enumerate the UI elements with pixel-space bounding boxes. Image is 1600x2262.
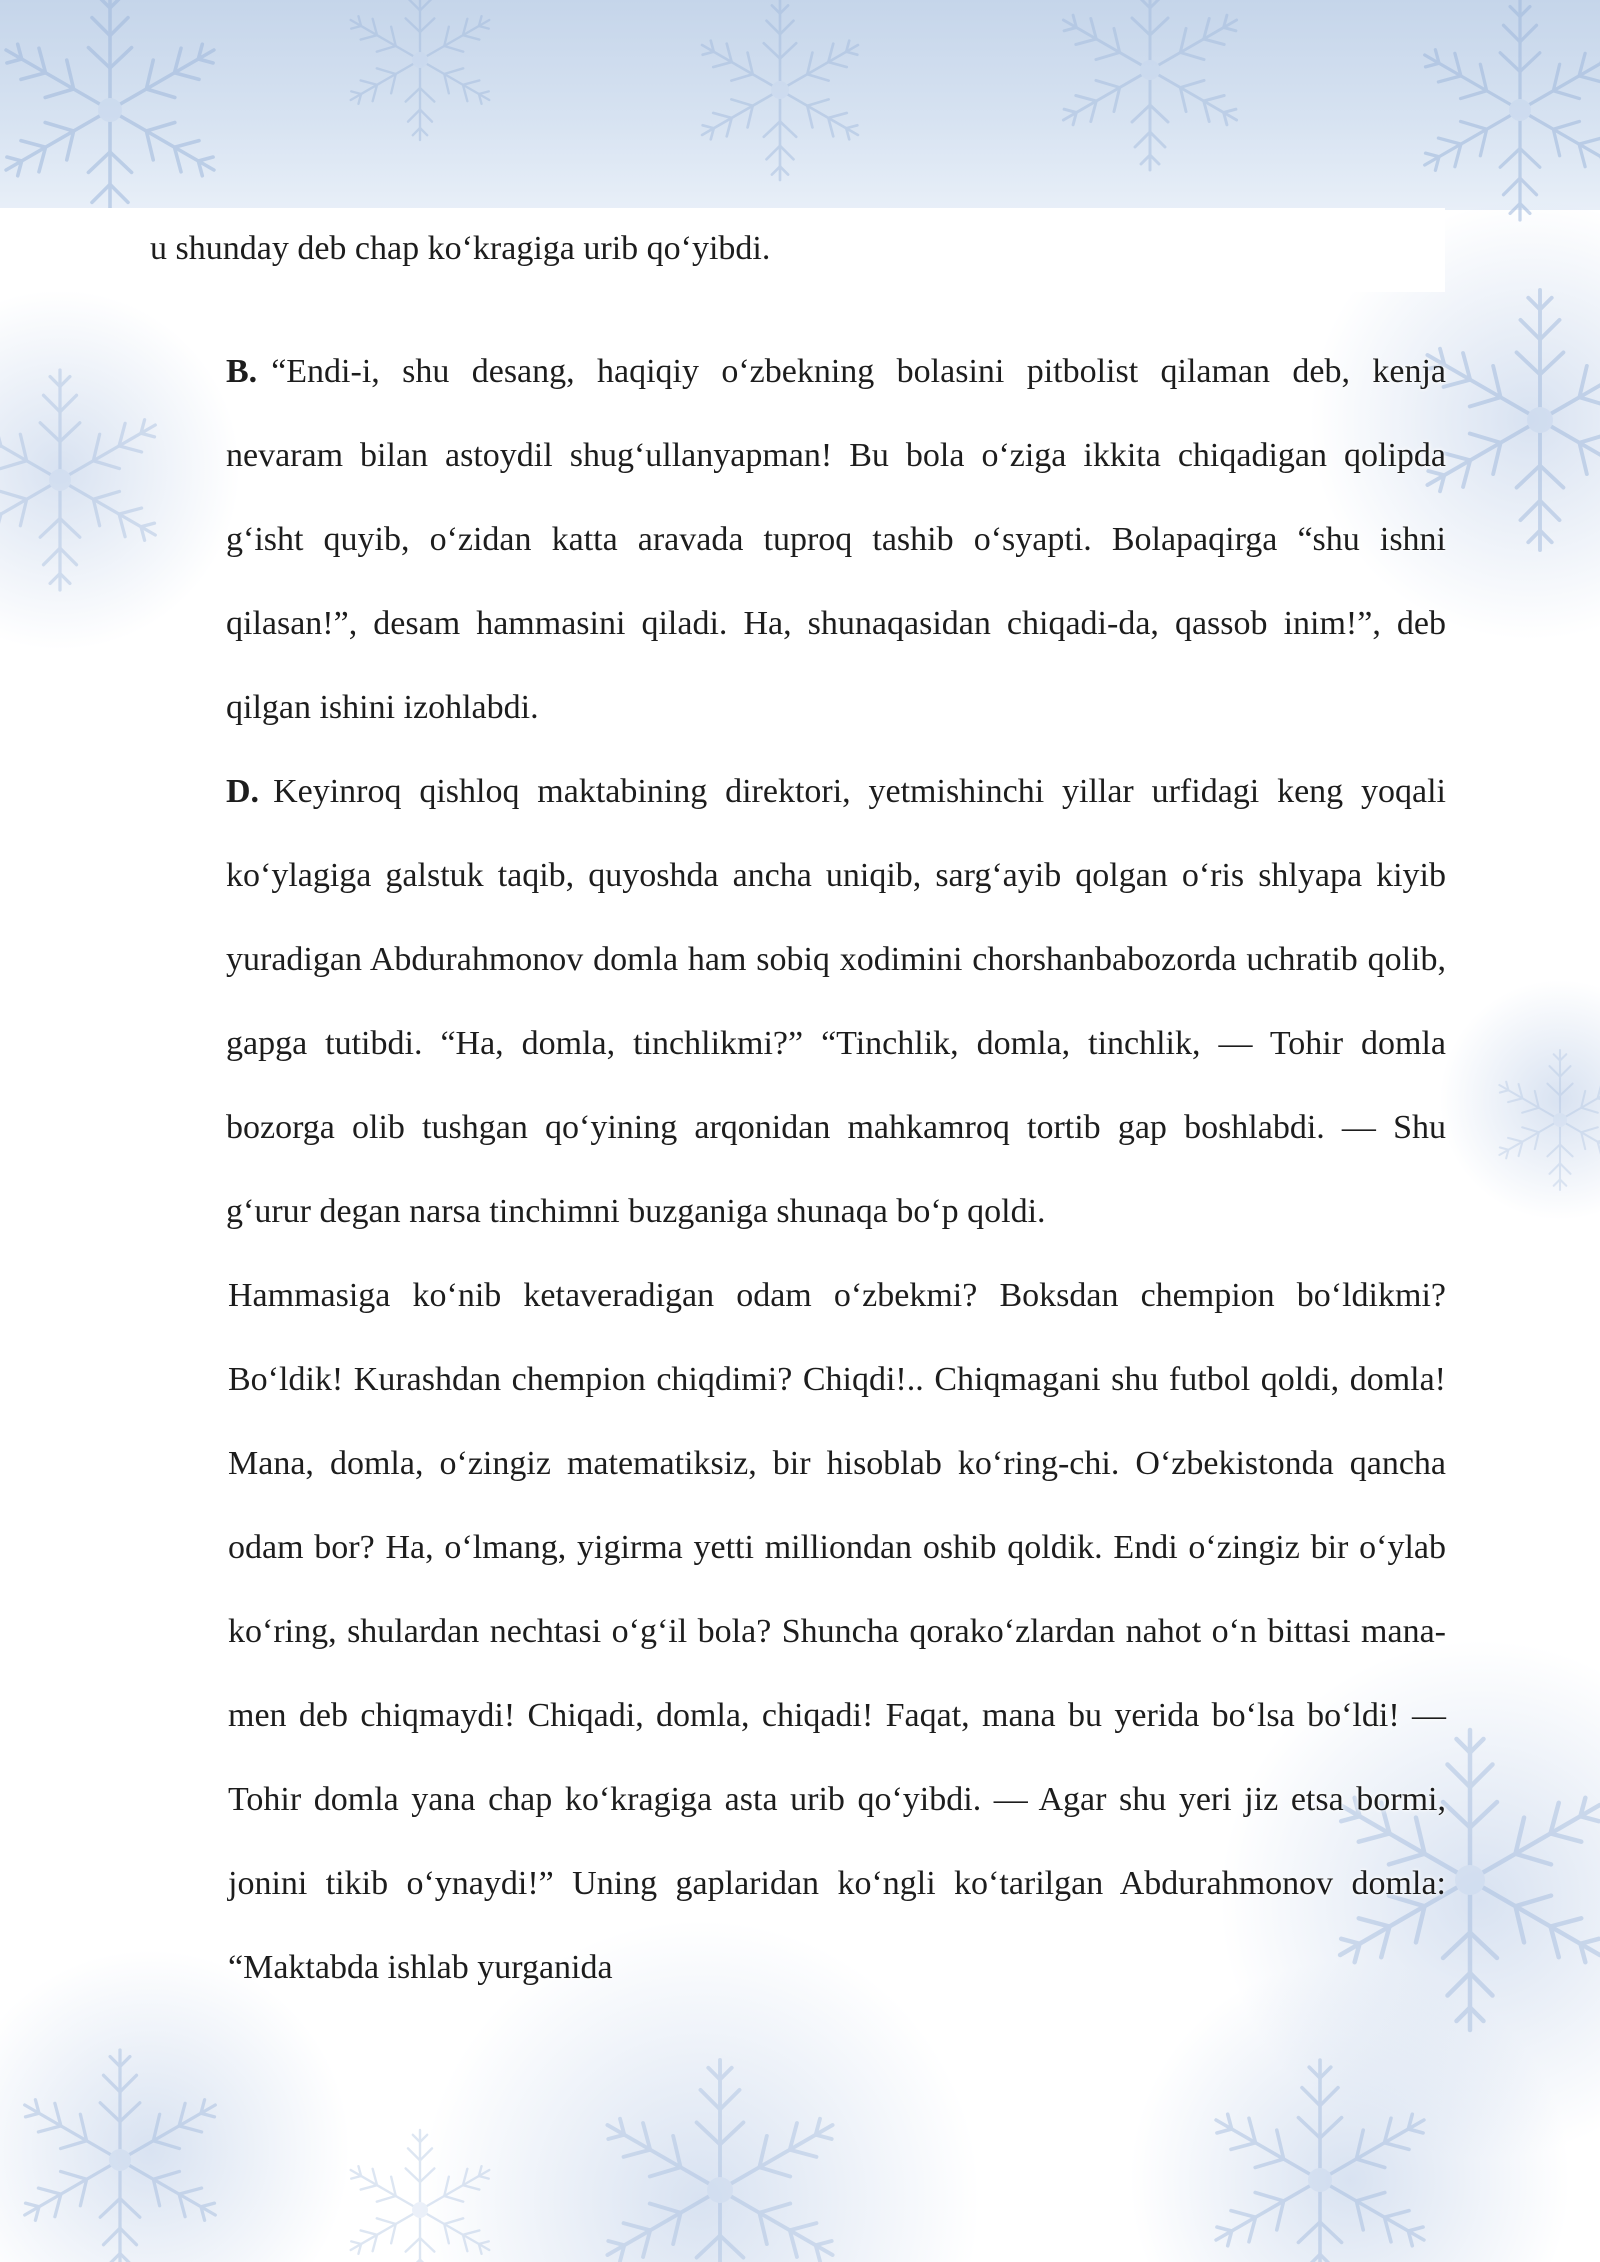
section-label-b: B. <box>226 353 258 390</box>
paragraph-b-text: “Endi-i, shu desang, haqiqiy o‘zbekning bolasini pitbolist qilaman deb, kenja nevaram bilan astoydil shug‘ullanyapman! Bu bola o‘ziga ikkita chiqadigan qolipda g‘isht quyib, o‘zidan katta aravada tuproq tashib o‘syapti. Bolapaqirga “shu ishni qilasan!”, desam hammasini qiladi. Ha, shunaqasidan chiqadi-da, qassob inim!”, deb qilgan ishini izohlabdi. <box>226 353 1446 726</box>
page-body <box>226 330 1446 2010</box>
paragraph-continuation: Hammasiga ko‘nib ketaveradigan odam o‘zbekmi? Boksdan chempion bo‘ldikmi? Bo‘ldik! Kurashdan chempion chiqdimi? Chiqdi!.. Chiqmagani shu futbol qoldi, domla! Mana, domla, o‘zingiz matematiksiz, bir hisoblab ko‘ring-chi. O‘zbekistonda qancha odam bor? Ha, o‘lmang, yigirma yetti milliondan oshib qoldik. Endi o‘zingiz bir o‘ylab ko‘ring, shulardan nechtasi o‘g‘il bola? Shuncha qorako‘zlardan nahot o‘n bittasi mana-men deb chiqmaydi! Chiqadi, domla, chiqadi! Faqat, mana bu yerida bo‘lsa bo‘ldi! — Tohir domla yana chap ko‘kragiga asta urib qo‘yibdi. — Agar shu yeri jiz etsa bormi, jonini tikib o‘ynaydi!” Uning gaplaridan ko‘ngli ko‘tarilgan Abdurahmonov domla: “Maktabda ishlab yurganida <box>228 1277 1446 1986</box>
first-line: u shunday deb chap ko‘kragiga urib qo‘yibdi. <box>150 230 771 267</box>
snowflake-icon <box>1415 0 1600 220</box>
snowflake-icon <box>1054 0 1245 170</box>
paragraph-d-text: Keyinroq qishloq maktabining direktori, yetmishinchi yillar urfidagi keng yoqali ko‘ylagiga galstuk taqib, quyoshda ancha uniqib, sarg‘ayib qolgan o‘ris shlyapa kiyib yuradigan Abdurahmonov domla ham sobiq xodimini chorshanbabozorda uchratib qolib, gapga tutibdi. “Ha, domla, tinchlikmi?” “Tinchlik, domla, tinchlik, — Tohir domla bozorga olib tushgan qo‘yining arqonidan mahkamroq tortib gap boshlabdi. — Shu g‘urur degan narsa tinchimni buzganiga shunaqa bo‘p qoldi. <box>226 773 1446 1230</box>
snowflake-icon <box>694 0 866 180</box>
snowflake-icon <box>0 0 225 230</box>
section-label-d: D. <box>226 773 260 810</box>
paragraph-d <box>226 750 1446 1254</box>
paragraph-b <box>226 330 1446 750</box>
snowflake-icon <box>344 0 497 140</box>
